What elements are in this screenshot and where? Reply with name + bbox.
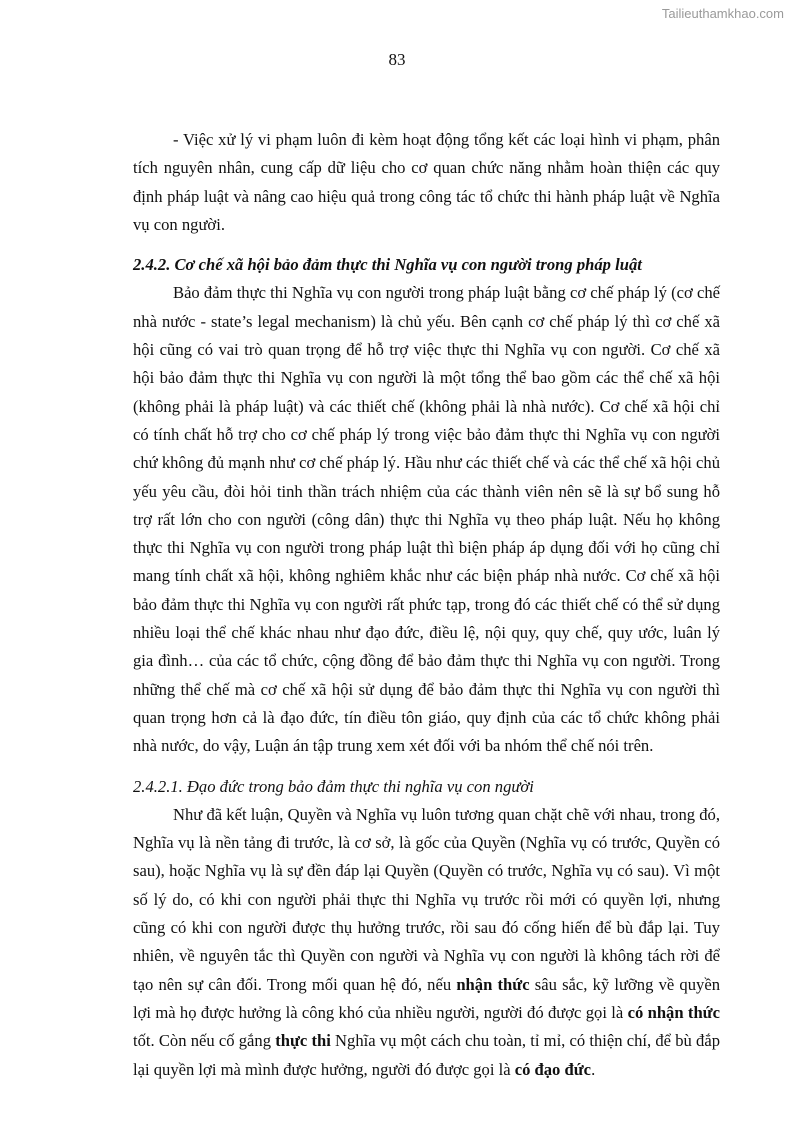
subsection-heading-2-4-2-1: 2.4.2.1. Đạo đức trong bảo đảm thực thi nghĩa vụ con người: [133, 776, 534, 796]
paragraph-social-mechanism: Bảo đảm thực thi Nghĩa vụ con người trong pháp luật bằng cơ chế pháp lý (cơ chế nhà nước - state’s legal mechanism) là chủ yếu. Bên cạnh cơ chế pháp lý thì cơ chế xã hội cũng có vai trò quan trọng để hỗ trợ việc thực thi Nghĩa vụ con người. Cơ chế xã hội bảo đảm thực thi Nghĩa vụ con người là một tổng thể bao gồm các thể chế xã hội (không phải là pháp luật) và các thiết chế (không phải là nhà nước). Cơ chế xã hội chỉ có tính chất hỗ trợ cho cơ chế pháp lý trong việc bảo đảm thực thi Nghĩa vụ con người chứ không đủ mạnh như cơ chế pháp lý. Hầu như các thiết chế và các thể chế xã hội chủ yếu yêu cầu, đòi hỏi tinh thần trách nhiệm của các thành viên nên sẽ là sự bổ sung hỗ trợ rất lớn cho con người (công dân) thực thi Nghĩa vụ theo pháp luật. Nếu họ không thực thi Nghĩa vụ con người trong pháp luật thì biện pháp áp dụng đối với họ cũng chỉ mang tính chất xã hội, không nghiêm khắc như các biện pháp nhà nước. Cơ chế xã hội bảo đảm thực thi Nghĩa vụ con người rất phức tạp, trong đó các thiết chế có thể sử dụng nhiều loại thể chế khác nhau như đạo đức, điều lệ, nội quy, quy chế, quy ước, luân lý gia đình… của các tổ chức, cộng đồng để bảo đảm thực thi Nghĩa vụ con người. Trong những thể chế mà cơ chế xã hội sử dụng để bảo đảm thực thi Nghĩa vụ con người thì quan trọng hơn cả là đạo đức, tín điều tôn giáo, quy định của các tổ chức không phải nhà nước, do vậy, Luận án tập trung xem xét đối với ba nhóm thể chế nói trên.: [133, 283, 720, 756]
document-body: [133, 126, 720, 1084]
emphasis-execute: thực thi: [275, 1031, 331, 1051]
emphasis-has-awareness: có nhận thức: [627, 1002, 720, 1022]
emphasis-has-morality: có đạo đức: [514, 1059, 592, 1079]
text-run: sâu sắc, kỹ lưỡng về quyền lợi mà họ được hưởng là công khó của nhiều người, người đó được gọi là: [133, 974, 720, 1022]
text-run: Nghĩa vụ một cách chu toàn, tỉ mỉ, có thiện chí, để bù đắp lại quyền lợi mà mình được hưởng, người đó được gọi là: [133, 1031, 720, 1079]
page-number: 83: [388, 50, 406, 69]
text-run: tốt. Còn nếu cố gắng: [133, 1031, 276, 1051]
text-run: .: [591, 1059, 596, 1079]
paragraph-morality: [133, 801, 720, 1084]
paragraph-violation-handling: - Việc xử lý vi phạm luôn đi kèm hoạt động tổng kết các loại hình vi phạm, phân tích nguyên nhân, cung cấp dữ liệu cho cơ quan chức năng nhằm hoàn thiện các quy định pháp luật và nâng cao hiệu quả trong công tác tổ chức thi hành pháp luật về Nghĩa vụ con người.: [133, 130, 720, 234]
watermark: Tailieuthamkhao.com: [661, 6, 784, 21]
emphasis-awareness: nhận thức: [456, 974, 530, 994]
text-run: Như đã kết luận, Quyền và Nghĩa vụ luôn tương quan chặt chẽ với nhau, trong đó, Nghĩa vụ là nền tảng đi trước, là cơ sở, là gốc của Quyền (Nghĩa vụ có trước, Quyền có sau), hoặc Nghĩa vụ là sự đền đáp lại Quyền (Quyền có trước, Nghĩa vụ có sau). Vì một số lý do, có khi con người phải thực thi Nghĩa vụ trước rồi mới có quyền lợi, nhưng cũng có khi con người được thụ hưởng trước, rồi sau đó cống hiến để bù đắp lại. Tuy nhiên, về nguyên tắc thì Quyền con người và Nghĩa vụ con người là không tách rời để tạo nên sự cân đối. Trong mối quan hệ đó, nếu: [133, 804, 720, 994]
section-heading-2-4-2: 2.4.2. Cơ chế xã hội bảo đảm thực thi Nghĩa vụ con người trong pháp luật: [133, 255, 642, 275]
